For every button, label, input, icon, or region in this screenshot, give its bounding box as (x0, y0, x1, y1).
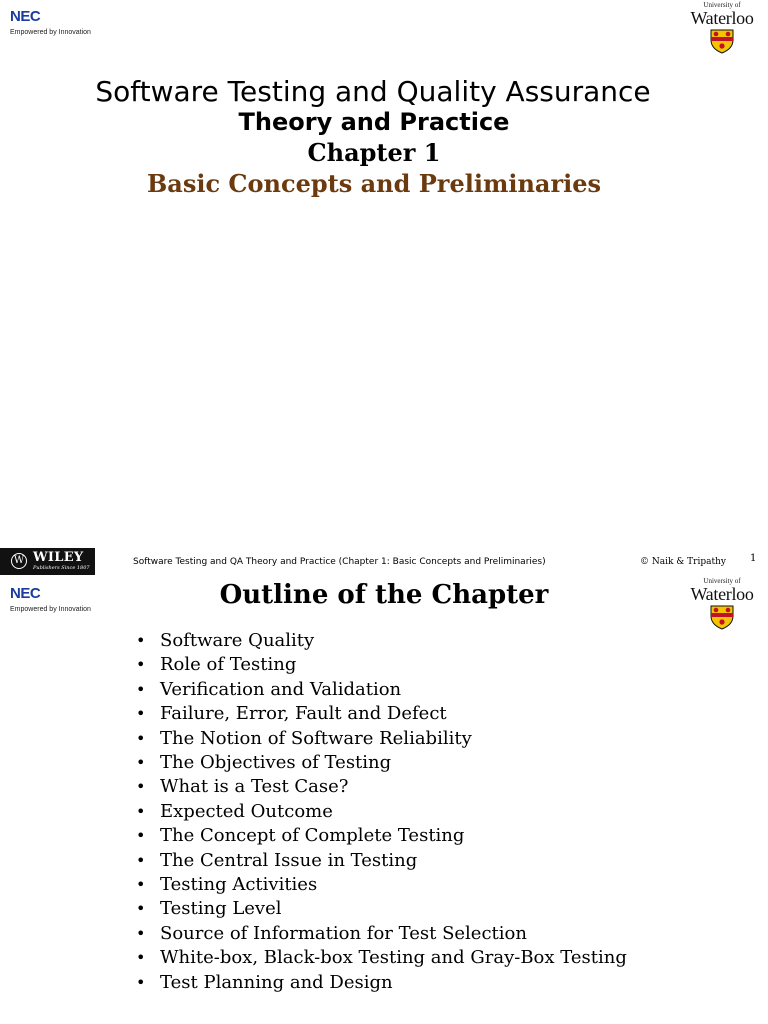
page-number: 1 (750, 553, 757, 564)
slide-title-line2: Theory and Practice (238, 108, 510, 136)
outline-item: • The Objectives of Testing (136, 751, 627, 775)
nec-logo-text: NEC (10, 585, 41, 602)
outline-item: • Verification and Validation (136, 678, 627, 702)
waterloo-crest-icon (709, 28, 735, 54)
nec-tagline: Empowered by Innovation (10, 29, 91, 36)
outline-item: • Test Planning and Design (136, 971, 627, 995)
footer-text-chapter: (Chapter 1: Basic Concepts and Preliminaries) (338, 557, 546, 567)
wiley-logo-subtext: Publishers Since 1807 (33, 565, 90, 571)
waterloo-logo-line2: Waterloo (690, 8, 754, 28)
wiley-logo-text: WILEY (33, 550, 84, 565)
outline-item: • White-box, Black-box Testing and Gray-Box Testing (136, 946, 627, 970)
nec-tagline: Empowered by Innovation (10, 606, 91, 613)
footer-text (133, 557, 546, 567)
outline-item: • Testing Level (136, 897, 627, 921)
outline-slide (0, 576, 768, 1024)
outline-item: • The Concept of Complete Testing (136, 824, 627, 848)
outline-list (136, 629, 627, 995)
waterloo-logo-line1: University of (703, 1, 741, 9)
waterloo-logo (680, 2, 764, 54)
outline-item: • Role of Testing (136, 653, 627, 677)
nec-logo (10, 9, 91, 37)
outline-title: Outline of the Chapter (219, 580, 549, 610)
chapter-subtitle: Basic Concepts and Preliminaries (147, 169, 601, 198)
footer-text-main: Software Testing and QA Theory and Practice (133, 557, 339, 567)
wiley-mark-icon: W (11, 553, 27, 569)
outline-item: • The Central Issue in Testing (136, 849, 627, 873)
outline-item: • What is a Test Case? (136, 775, 627, 799)
outline-item: • Software Quality (136, 629, 627, 653)
outline-item: • The Notion of Software Reliability (136, 727, 627, 751)
wiley-logo (0, 548, 95, 575)
waterloo-logo-line1: University of (703, 577, 741, 585)
outline-item: • Source of Information for Test Selection (136, 922, 627, 946)
outline-item: • Testing Activities (136, 873, 627, 897)
outline-item: • Expected Outcome (136, 800, 627, 824)
nec-logo-text: NEC (10, 8, 41, 25)
footer-copyright: © Naik & Tripathy (640, 557, 726, 567)
outline-item: • Failure, Error, Fault and Defect (136, 702, 627, 726)
waterloo-logo-line2: Waterloo (690, 584, 754, 604)
chapter-label: Chapter 1 (307, 138, 441, 167)
slide-title-line1: Software Testing and Quality Assurance (95, 75, 651, 108)
slide-footer (0, 548, 768, 576)
